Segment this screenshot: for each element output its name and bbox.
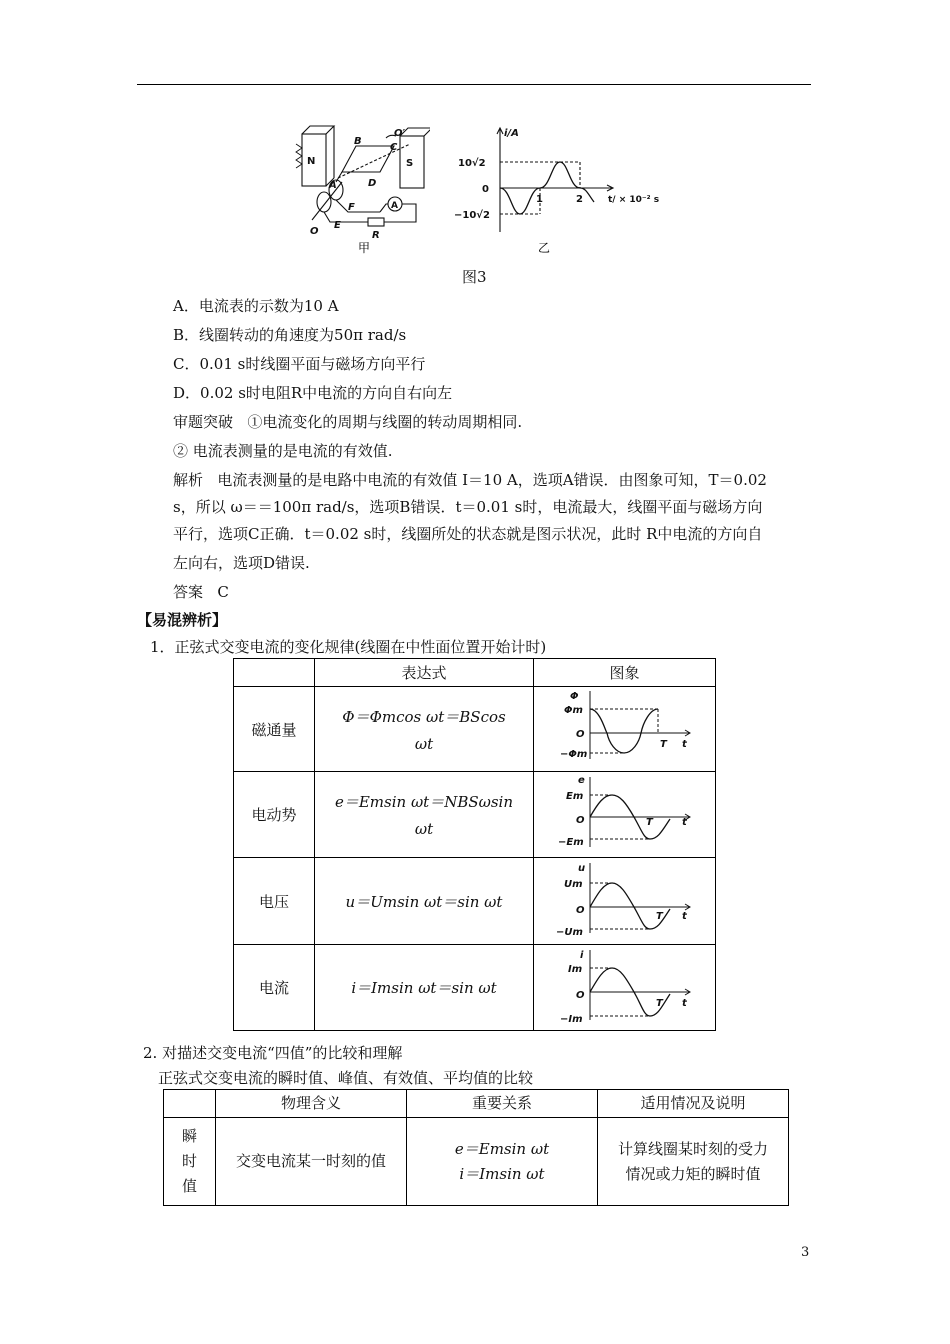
analysis-line4: 左向右，选项D错误.: [173, 554, 310, 572]
graph-origin-label: O: [575, 729, 585, 740]
label-b: B: [354, 136, 362, 147]
row-name-char: 瞬: [181, 1127, 197, 1145]
row-expr-line1: Φ＝Φmcos ωt＝BScos: [342, 707, 506, 726]
table-header-graph: 图象: [534, 659, 716, 687]
row-expression: [315, 687, 534, 772]
graph-ymax-label: 10√2: [458, 158, 486, 169]
flux-graph: [540, 687, 710, 767]
row-name: 电压: [234, 858, 315, 945]
graph-x-label: t: [681, 739, 687, 750]
emf-graph: [540, 773, 710, 853]
variation-table: [233, 658, 716, 1031]
table-row: [234, 858, 716, 945]
row-relation: [407, 1118, 598, 1206]
graph-ymin-label: −10√2: [454, 210, 490, 221]
row-name: 电流: [234, 945, 315, 1031]
graph-top-label: Φm: [563, 705, 583, 716]
row-expression: [315, 772, 534, 858]
section1-title: 1．正弦式交变电流的变化规律(线圈在中性面位置开始计时): [150, 638, 547, 656]
table-row: [234, 687, 716, 772]
table-header-usage: 适用情况及说明: [598, 1090, 789, 1118]
answer-line: [173, 582, 229, 602]
graph-top-label: Im: [567, 963, 582, 975]
graph-x-label: t: [681, 997, 687, 1009]
row-meaning: 交变电流某一时刻的值: [216, 1118, 407, 1206]
label-f: F: [348, 202, 355, 213]
row-usage: [598, 1118, 789, 1206]
table-header-empty: [164, 1090, 216, 1118]
graph-origin-label: O: [575, 905, 585, 916]
current-graph: [448, 122, 670, 254]
analysis-label: 解析: [173, 471, 204, 489]
usage-line1: 计算线圈某时刻的受力: [617, 1139, 768, 1158]
graph-tick-1: 1: [536, 194, 543, 205]
graph-y-label: e: [577, 774, 585, 786]
generator-diagram: [290, 122, 430, 254]
row-name: [164, 1118, 216, 1206]
graph-x-label: t: [681, 816, 687, 828]
table-header-row: [164, 1090, 789, 1118]
graph-y-label: i: [579, 949, 583, 961]
graph-y-label: Φ: [569, 691, 579, 702]
graph-bottom-label: −Um: [555, 927, 583, 938]
row-name: 电动势: [234, 772, 315, 858]
relation-line1: e＝Emsin ωt: [454, 1139, 550, 1158]
figure-caption: 图3: [462, 268, 487, 286]
table-header-relation: 重要关系: [407, 1090, 598, 1118]
graph-period-label: T: [645, 816, 653, 828]
label-r: R: [372, 230, 380, 241]
graph-top-label: Um: [563, 879, 583, 890]
option-a: A．电流表的示数为10 A: [173, 297, 339, 315]
row-name-char: 值: [181, 1177, 197, 1195]
ammeter-label: A: [391, 201, 398, 211]
graph-period-label: T: [655, 997, 663, 1009]
row-graph-cell: [534, 858, 716, 945]
row-expression: [315, 945, 534, 1031]
breakthrough-label: 审题突破: [173, 413, 234, 431]
breakthrough-line1: [173, 412, 522, 432]
graph-x-label: t: [681, 911, 687, 922]
label-o-prime: O′: [394, 128, 406, 139]
current-row-graph: [540, 946, 710, 1026]
graph-bottom-label: −Φm: [559, 749, 587, 760]
diagram-caption-jia: 甲: [358, 241, 371, 254]
option-b: B．线圈转动的角速度为50π rad/s: [173, 326, 407, 344]
graph-y-label: u: [577, 863, 585, 874]
label-o: O: [310, 226, 319, 237]
breakthrough-line2: ② 电流表测量的是电流的有效值.: [173, 442, 393, 460]
graph-period-label: T: [655, 911, 663, 922]
option-c: C．0.01 s时线圈平面与磁场方向平行: [173, 355, 426, 373]
row-expr-line1: i＝Imsin ωt＝sin ωt: [351, 979, 497, 997]
graph-tick-2: 2: [576, 194, 583, 205]
answer-label: 答案: [173, 583, 204, 601]
label-a: A: [329, 180, 337, 191]
row-graph-cell: [534, 945, 716, 1031]
magnet-n-label: N: [307, 156, 316, 167]
graph-period-label: T: [659, 739, 667, 750]
row-expr-line2: ωt: [414, 820, 434, 838]
confusion-title: 【易混辨析】: [137, 611, 228, 629]
answer-value: C: [217, 583, 229, 601]
analysis-line1: [173, 470, 767, 490]
graph-x-label: t/ × 10⁻² s: [608, 195, 660, 205]
section2-title: 2. 对描述交变电流“四值”的比较和理解: [143, 1044, 403, 1062]
relation-line2: i＝Imsin ωt: [459, 1164, 545, 1183]
table-row: [234, 772, 716, 858]
graph-bottom-label: −Im: [559, 1013, 583, 1025]
graph-top-label: Em: [565, 790, 583, 802]
four-values-table: [163, 1089, 789, 1206]
option-d: D．0.02 s时电阻R中电流的方向自右向左: [173, 384, 453, 402]
section2-subtitle: 正弦式交变电流的瞬时值、峰值、有效值、平均值的比较: [158, 1069, 534, 1087]
label-d: D: [368, 178, 377, 189]
graph-y-label: i/A: [504, 128, 519, 139]
row-graph-cell: [534, 772, 716, 858]
label-c: C: [390, 142, 398, 153]
breakthrough-text1: ①电流变化的周期与线圈的转动周期相同.: [247, 413, 523, 431]
magnet-s-label: S: [406, 158, 414, 169]
row-graph-cell: [534, 687, 716, 772]
voltage-graph: [540, 859, 710, 939]
table-header-expr: 表达式: [315, 659, 534, 687]
row-expr-line2: ωt: [414, 734, 434, 753]
table-row: [234, 945, 716, 1031]
row-expr-line1: u＝Umsin ωt＝sin ωt: [345, 892, 503, 911]
graph-caption-yi: 乙: [538, 241, 551, 254]
usage-line2: 情况或力矩的瞬时值: [625, 1164, 761, 1183]
header-rule: [137, 84, 811, 85]
table-header-meaning: 物理含义: [216, 1090, 407, 1118]
table-header-empty: [234, 659, 315, 687]
analysis-text1: 电流表测量的是电路中电流的有效值 I＝10 A，选项A错误．由图象可知，T＝0.02: [217, 471, 767, 489]
row-name-char: 时: [181, 1152, 197, 1170]
row-name: 磁通量: [234, 687, 315, 772]
analysis-line2: s，所以 ω＝＝100π rad/s，选项B错误．t＝0.01 s时，电流最大，线圈平面与磁场方向: [173, 498, 763, 516]
row-expr-line1: e＝Emsin ωt＝NBSωsin: [334, 793, 514, 811]
page-number: 3: [801, 1245, 810, 1260]
graph-zero-label: 0: [482, 184, 489, 195]
graph-origin-label: O: [575, 989, 585, 1001]
table-row: [164, 1118, 789, 1206]
table-header-row: [234, 659, 716, 687]
graph-origin-label: O: [575, 814, 585, 826]
label-e: E: [334, 220, 341, 231]
analysis-line3: 平行，选项C正确．t＝0.02 s时，线圈所处的状态就是图示状况，此时 R中电流的方向自: [173, 525, 763, 543]
row-expression: [315, 858, 534, 945]
graph-bottom-label: −Em: [557, 836, 584, 848]
